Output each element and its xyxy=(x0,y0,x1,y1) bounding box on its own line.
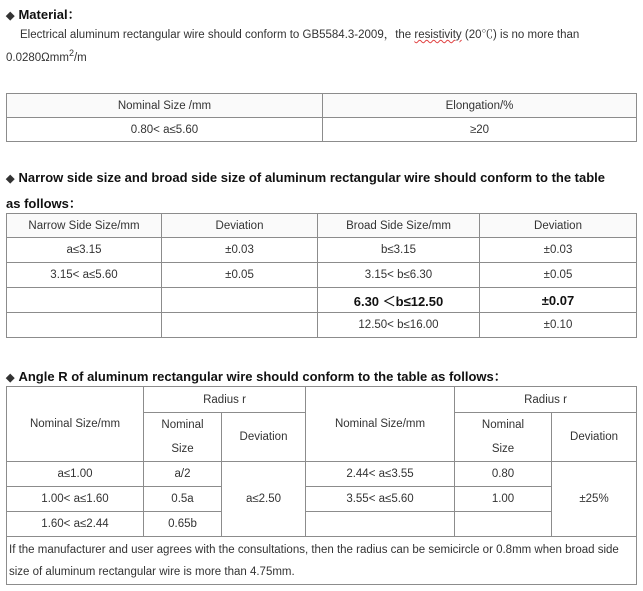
table-cell xyxy=(162,288,318,313)
nominal-size-subheader: Nominal Size xyxy=(144,413,222,462)
table-cell: ±0.03 xyxy=(480,238,637,263)
material-line-2: 0.0280Ωmm$^2$/m xyxy=(6,48,87,64)
spellcheck-word: resistivity xyxy=(414,29,462,41)
table-cell: ±0.07 xyxy=(480,288,637,313)
table-row xyxy=(7,118,637,142)
table-header-cell: Broad Side Size/mm xyxy=(318,214,480,238)
table-header-cell: Elongation/% xyxy=(323,94,637,118)
table-cell: a≤1.00 xyxy=(7,462,144,487)
angle-section-heading: ◆ Angle R of aluminum rectangular wire should conform to the table as follows： xyxy=(6,369,507,384)
table-cell: 3.55< a≤5.60 xyxy=(306,487,455,512)
nominal-size-header: Nominal Size/mm xyxy=(306,387,455,462)
table-cell: 6.30 ＜b≤12.50 xyxy=(318,288,480,313)
table-cell: 12.50< b≤16.00 xyxy=(318,313,480,338)
table-cell: 0.65b xyxy=(144,512,222,537)
radius-header: Radius r xyxy=(455,387,637,413)
table-cell: ±0.05 xyxy=(480,263,637,288)
diamond-bullet-icon: ◆ xyxy=(6,173,15,185)
nominal-size-header: Nominal Size/mm xyxy=(7,387,144,462)
table-cell xyxy=(162,313,318,338)
table-row xyxy=(7,487,637,512)
table-cell: 1.00< a≤1.60 xyxy=(7,487,144,512)
table-cell: ±0.03 xyxy=(162,238,318,263)
radius-header: Radius r xyxy=(144,387,306,413)
table-note: If the manufacturer and user agrees with the consultations, then the radius can be semicircle or 0.8mm when broad side size of aluminum rectangular wire is more than 4.75mm. xyxy=(7,537,637,585)
size-section-heading-line-2: as follows： xyxy=(6,196,82,211)
table-cell: 3.15< a≤5.60 xyxy=(7,263,162,288)
table-cell: ±0.10 xyxy=(480,313,637,338)
size-section-heading: ◆ Narrow side size and broad side size of aluminum rectangular wire should conform to the table xyxy=(6,170,606,185)
material-line-1: Electrical aluminum rectangular wire should conform to GB5584.3-2009，the resistivity (20℃) is no more than xyxy=(20,29,580,41)
table-header-row xyxy=(7,387,637,413)
right-deviation-cell: ±25% xyxy=(552,462,637,537)
table-note-row xyxy=(7,537,637,585)
table-cell xyxy=(306,512,455,537)
table-cell: a/2 xyxy=(144,462,222,487)
table-row xyxy=(7,288,637,313)
table-cell: 3.15< b≤6.30 xyxy=(318,263,480,288)
elongation-table xyxy=(6,93,637,142)
diamond-bullet-icon: ◆ xyxy=(6,372,15,384)
table-header-row xyxy=(7,214,637,238)
angle-radius-table xyxy=(6,386,637,585)
table-cell: ±0.05 xyxy=(162,263,318,288)
table-cell xyxy=(455,512,552,537)
table-header-cell: Deviation xyxy=(162,214,318,238)
table-cell: 1.60< a≤2.44 xyxy=(7,512,144,537)
table-cell xyxy=(7,313,162,338)
table-row xyxy=(7,238,637,263)
deviation-subheader: Deviation xyxy=(222,413,306,462)
nominal-size-subheader: Nominal Size xyxy=(455,413,552,462)
material-heading: ◆ Material： xyxy=(6,7,81,22)
table-cell: 0.80< a≤5.60 xyxy=(7,118,323,142)
table-row xyxy=(7,512,637,537)
table-header-cell: Narrow Side Size/mm xyxy=(7,214,162,238)
table-cell: b≤3.15 xyxy=(318,238,480,263)
left-deviation-cell: a≤2.50 xyxy=(222,462,306,537)
table-cell: 2.44< a≤3.55 xyxy=(306,462,455,487)
table-cell: 0.80 xyxy=(455,462,552,487)
table-header-cell: Nominal Size /mm xyxy=(7,94,323,118)
table-header-cell: Deviation xyxy=(480,214,637,238)
table-cell: a≤3.15 xyxy=(7,238,162,263)
table-cell: 0.5a xyxy=(144,487,222,512)
deviation-subheader: Deviation xyxy=(552,413,637,462)
table-cell: 1.00 xyxy=(455,487,552,512)
diamond-bullet-icon: ◆ xyxy=(6,10,15,22)
table-row xyxy=(7,263,637,288)
table-cell xyxy=(7,288,162,313)
table-header-row xyxy=(7,94,637,118)
table-row xyxy=(7,313,637,338)
table-cell: ≥20 xyxy=(323,118,637,142)
table-row xyxy=(7,462,637,487)
size-deviation-table xyxy=(6,213,637,338)
